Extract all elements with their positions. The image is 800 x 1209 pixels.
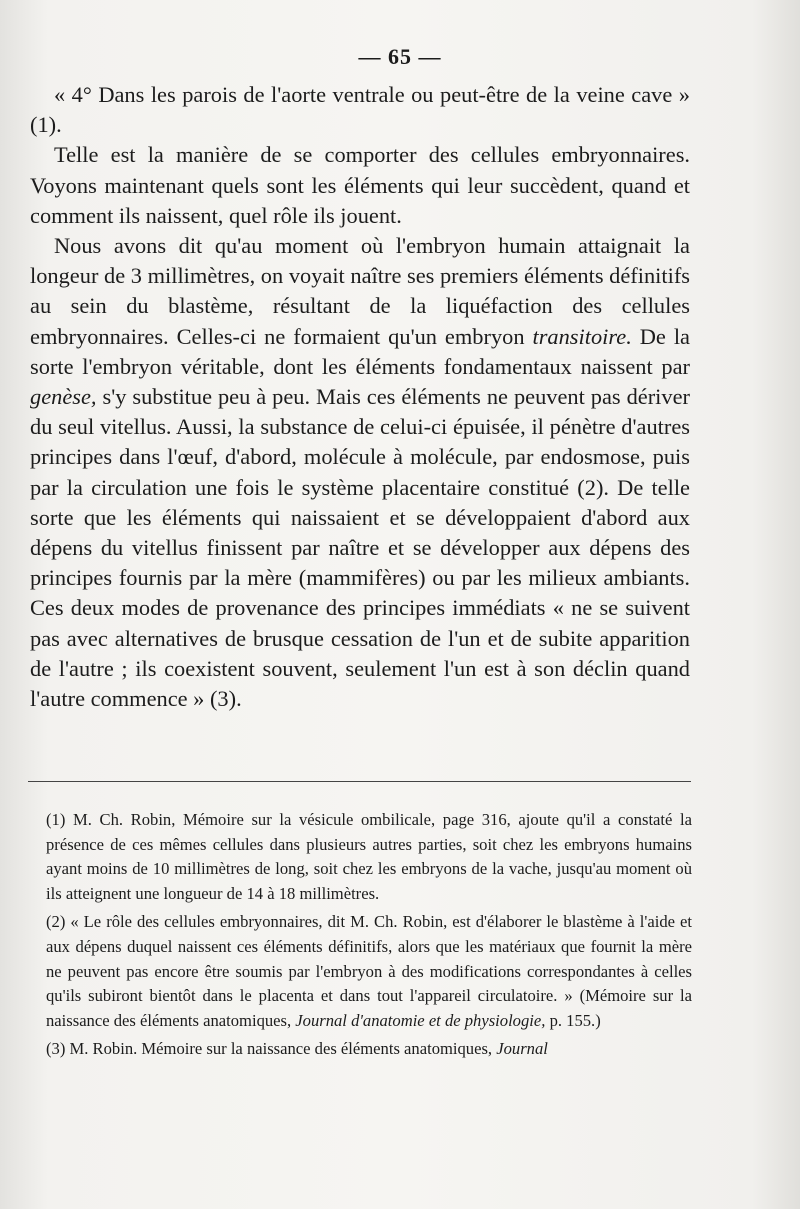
paragraph-definitive-elements	[30, 231, 690, 714]
footnote-journal-title: Journal d'anatomie et de physiologie,	[295, 1010, 546, 1030]
footnotes	[46, 808, 692, 1066]
italic-term: transitoire.	[532, 323, 632, 349]
footnote-text: (2) « Le rôle des cellules embryonnaires, dit M. Ch. Robin, est d'élaborer le blastème à l'aide et aux dépens duquel naissent ces éléments définitifs, alors que les matériaux que fournit la mère ne peuvent pas encore être soumis par l'embryon à des modifications correspondantes à celles qu'ils subiront bientôt dans le placenta et dans tout l'appareil circulatoire. » (Mémoire sur la naissance des éléments anatomiques,	[46, 912, 692, 1030]
footnote-3	[46, 1037, 692, 1062]
footnote-divider	[28, 781, 691, 782]
footnote-text: p. 155.)	[549, 1010, 601, 1030]
paragraph-text: s'y substitue peu à peu. Mais ces éléments ne peuvent pas dériver du seul vitellus. Aussi, la substance de celui-ci épuisée, il pénètre d'autres principes dans l'œuf, d'abord, molécule à molécule, par endosmose, puis par la circulation une fois le système placentaire constitué (2). De telle sorte que les éléments qui naissaient et se développaient d'abord aux dépens du vitellus finissent par naître et se développer aux dépens des principes fournis par la mère (mammifères) ou par les milieux ambiants. Ces deux modes de provenance des principes immédiats « ne se suivent pas avec alternatives de brusque cessation de l'un et de subite apparition de l'autre ; ils coexistent souvent, seulement l'un est à son déclin quand l'autre commence » (3).	[30, 384, 690, 712]
italic-term: genèse,	[30, 384, 97, 410]
paragraph-embryonic-cells: Telle est la manière de se comporter des cellules embryonnaires. Voyons maintenant quels sont les éléments qui leur succèdent, quand et comment ils naissent, quel rôle ils jouent.	[30, 142, 690, 228]
footnote-journal-title: Journal	[496, 1039, 548, 1059]
main-text	[30, 80, 690, 714]
footnote-text: (3) M. Robin. Mémoire sur la naissance des éléments anatomiques,	[46, 1039, 493, 1059]
footnote-2	[46, 910, 692, 1033]
paragraph-text: De la sorte l'embryon véritable, dont les éléments fondamentaux naissent par	[30, 323, 690, 379]
footnote-1: (1) M. Ch. Robin, Mémoire sur la vésicule ombilicale, page 316, ajoute qu'il a constaté la présence de ces mêmes cellules dans plusieurs autres parties, soit chez les embryons humains ayant moins de 10 millimètres de long, soit chez les embryons de la vache, jusqu'au moment où ils atteignent une longueur de 14 à 18 millimètres.	[46, 810, 692, 903]
page-number: — 65 —	[358, 44, 442, 69]
paragraph-text: Nous avons dit qu'au moment où l'embryon humain attaignait la longeur de 3 millimètres, on voyait naître ses premiers éléments définitifs au sein du blastème, résultant de la liquéfaction des cellules embryonnaires. Celles-ci ne formaient qu'un embryon	[30, 233, 690, 349]
paragraph-quote-end: « 4° Dans les parois de l'aorte ventrale ou peut-être de la veine cave » (1).	[30, 82, 690, 138]
